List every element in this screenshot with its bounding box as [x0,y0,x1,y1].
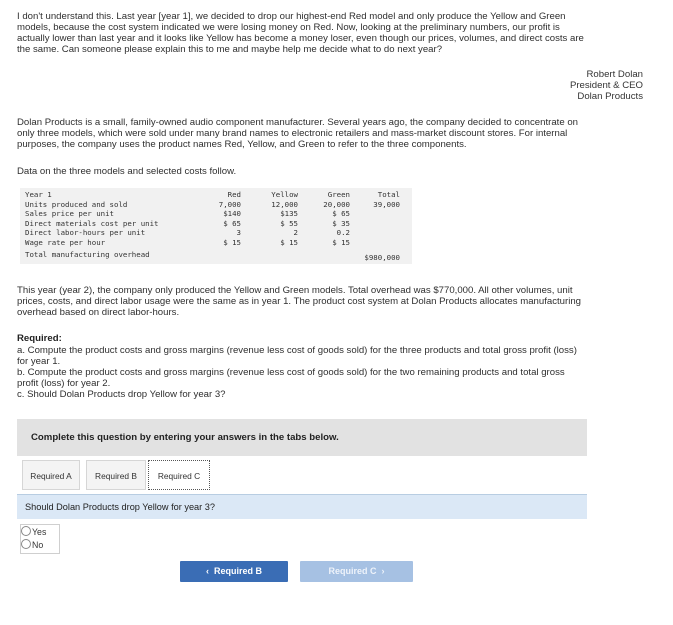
radio-icon[interactable] [21,539,31,549]
table-cell: $ 55 [280,218,298,228]
table-cell: Wage rate per hour [25,237,106,247]
answer-options [20,524,60,554]
required-title: Required: [17,333,62,344]
table-header-row [25,190,400,200]
year2-line: prices, costs, and direct labor usage were the same as in year 1. The product cost system at Dolan Products allocates manufacturing [17,296,582,307]
background-line: purposes, the company uses the product names Red, Yellow, and Green to refer to the three components. [17,139,467,150]
signature-block [570,69,643,102]
table-cell [241,247,298,263]
tab-required-b[interactable]: Required B [86,460,146,490]
table-cell: $ 35 [332,218,350,228]
background-line: Dolan Products is a small, family-owned audio component manufacturer. Several years ago, the company decided to concentrate on [17,117,579,128]
required-a-line: for year 1. [17,356,61,367]
table-cell: Direct labor-hours per unit [25,228,146,237]
option-label: No [32,540,44,550]
table-cell: 0.2 [336,228,350,237]
table-cell: $ 65 [223,218,241,228]
table-row [25,238,400,248]
table-cell [213,247,241,263]
required-a-line: a. Compute the product costs and gross margins (revenue less cost of goods sold) for the three products and total gross profit (loss) [17,345,577,356]
next-button[interactable] [300,561,413,582]
prev-button-label: Required B [214,566,263,576]
table-cell [298,247,350,263]
table-row [25,228,400,238]
next-button-label: Required C [328,566,377,576]
instruction-bar [17,419,587,456]
intro-line: actually lower than last year and it looks like Yellow has become a money loser, even though our prices, volumes, and direct costs are [17,33,584,44]
table-cell: $135 [280,209,298,218]
option-no[interactable] [21,539,43,551]
intro-line: I don't understand this. Last year [year 1], we decided to drop our highest-end Red model and only produce the Yellow and Green [17,11,566,22]
table-row [25,209,400,219]
table-cell [350,209,400,219]
tab-required-c[interactable]: Required C [148,460,210,490]
table-header-cell: Red [227,190,241,199]
signature-title: President & CEO [569,80,643,91]
table-row [25,219,400,229]
required-list [17,345,649,400]
year2-line: overhead based on direct labor-hours. [17,307,180,318]
table-cell: 20,000 [323,199,350,209]
table-cell: 12,000 [271,199,298,209]
intro-paragraph [17,11,649,55]
year2-paragraph [17,285,649,318]
background-line: only three models, which were sold under many brand names to electronic retailers and mass-market discount stores. For internal [17,128,568,139]
table-cell: $140 [223,209,241,218]
table-cell: $980,000 [364,253,400,262]
table-cell [350,238,400,248]
radio-icon[interactable] [21,526,31,536]
table-cell: 3 [236,228,241,237]
required-b-line: b. Compute the product costs and gross margins (revenue less cost of goods sold) for the two remaining products and total gross [17,367,565,378]
tab-required-a[interactable]: Required A [22,460,80,490]
table-cell: Total manufacturing overhead [25,250,150,259]
chevron-left-icon: ‹ [205,566,209,576]
intro-line: models, because the cost system indicated we were losing money on Red. Now, looking at the preliminary numbers, our profit is [17,22,560,33]
table-cell [350,219,400,229]
background-paragraph [17,117,649,150]
table-cell: Units produced and sold [25,199,128,209]
question-text: Should Dolan Products drop Yellow for year 3? [25,502,215,512]
table-header-cell: Total [377,190,400,199]
table-row [25,200,400,210]
year2-line: This year (year 2), the company only produced the Yellow and Green models. Total overhead was $770,000. All other volumes, unit [17,285,573,296]
table-cell: Sales price per unit [25,209,114,218]
required-b-line: profit (loss) for year 2. [17,378,111,389]
table-cell: $ 65 [332,209,350,218]
table-header-cell: Green [327,190,350,199]
option-label: Yes [32,527,47,537]
prev-button[interactable] [180,561,288,582]
table-header-cell: Year 1 [25,190,52,199]
table-cell: $ 15 [332,237,350,247]
option-yes[interactable] [21,526,46,538]
data-intro: Data on the three models and selected costs follow. [17,166,237,177]
data-table-panel [20,188,412,264]
signature-name: Robert Dolan [586,69,643,80]
question-bar [17,494,587,519]
data-table [25,190,400,263]
table-row [25,247,400,263]
table-cell: $ 15 [280,237,298,247]
table-cell: 7,000 [218,199,241,209]
intro-line: the same. Can someone please explain this to me and maybe help me decide what to do next year? [17,44,443,55]
signature-company: Dolan Products [577,91,643,102]
chevron-right-icon: › [381,566,385,576]
table-header-cell: Yellow [271,190,298,199]
required-c-line: c. Should Dolan Products drop Yellow for year 3? [17,389,226,400]
table-cell: 2 [293,228,298,237]
table-cell: Direct materials cost per unit [25,218,159,228]
instruction-text: Complete this question by entering your answers in the tabs below. [31,432,339,443]
table-cell: 39,000 [373,199,400,209]
table-cell [350,228,400,238]
table-cell: $ 15 [223,237,241,247]
